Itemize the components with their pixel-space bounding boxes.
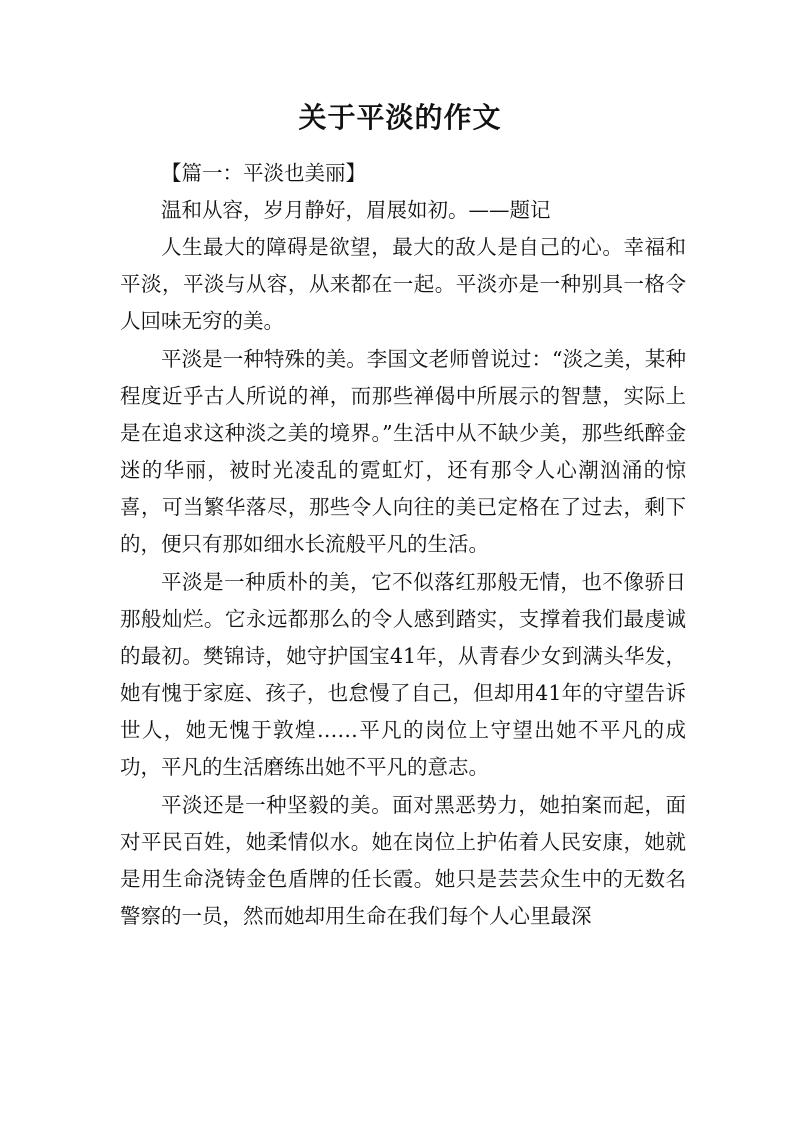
document-body — [120, 155, 686, 935]
epigraph: 温和从容，岁月静好，眉展如初。——题记 — [161, 198, 551, 222]
paragraph-simple-beauty: 平淡是一种质朴的美，它不似落红那般无情，也不像骄日那般灿烂。它永远都那么的令人感到踏实，支撑着我们最虔诚的最初。樊锦诗，她守护国宝41年，从青春少女到满头华发，她有愧于家庭、孩子，也怠慢了自己，但却用41年的守望告诉世人，她无愧于敦煌……平凡的岗位上守望出她不平凡的成功，平凡的生活磨练出她不平凡的意志。 — [120, 570, 686, 779]
section-heading: 【篇一：平淡也美丽】 — [161, 161, 366, 185]
paragraph-special-beauty: 平淡是一种特殊的美。李国文老师曾说过：“淡之美，某种程度近乎古人所说的禅，而那些禅偈中所展示的智慧，实际上是在追求这种淡之美的境界。”生活中从不缺少美，那些纸醉金迷的华丽，被时光凌乱的霓虹灯，还有那令人心潮汹涌的惊喜，可当繁华落尽，那些令人向往的美已定格在了过去，剩下的，便只有那如细水长流般平凡的生活。 — [120, 347, 686, 556]
paragraph-intro: 人生最大的障碍是欲望，最大的敌人是自己的心。幸福和平淡，平淡与从容，从来都在一起。平淡亦是一种别具一格令人回味无穷的美。 — [120, 235, 686, 333]
document-title: 关于平淡的作文 — [298, 101, 502, 134]
paragraph-resolute-beauty: 平淡还是一种坚毅的美。面对黑恶势力，她拍案而起，面对平民百姓，她柔情似水。她在岗位上护佑着人民安康，她就是用生命浇铸金色盾牌的任长霞。她只是芸芸众生中的无数名警察的一员，然而她却用生命在我们每个人心里最深 — [120, 793, 686, 928]
